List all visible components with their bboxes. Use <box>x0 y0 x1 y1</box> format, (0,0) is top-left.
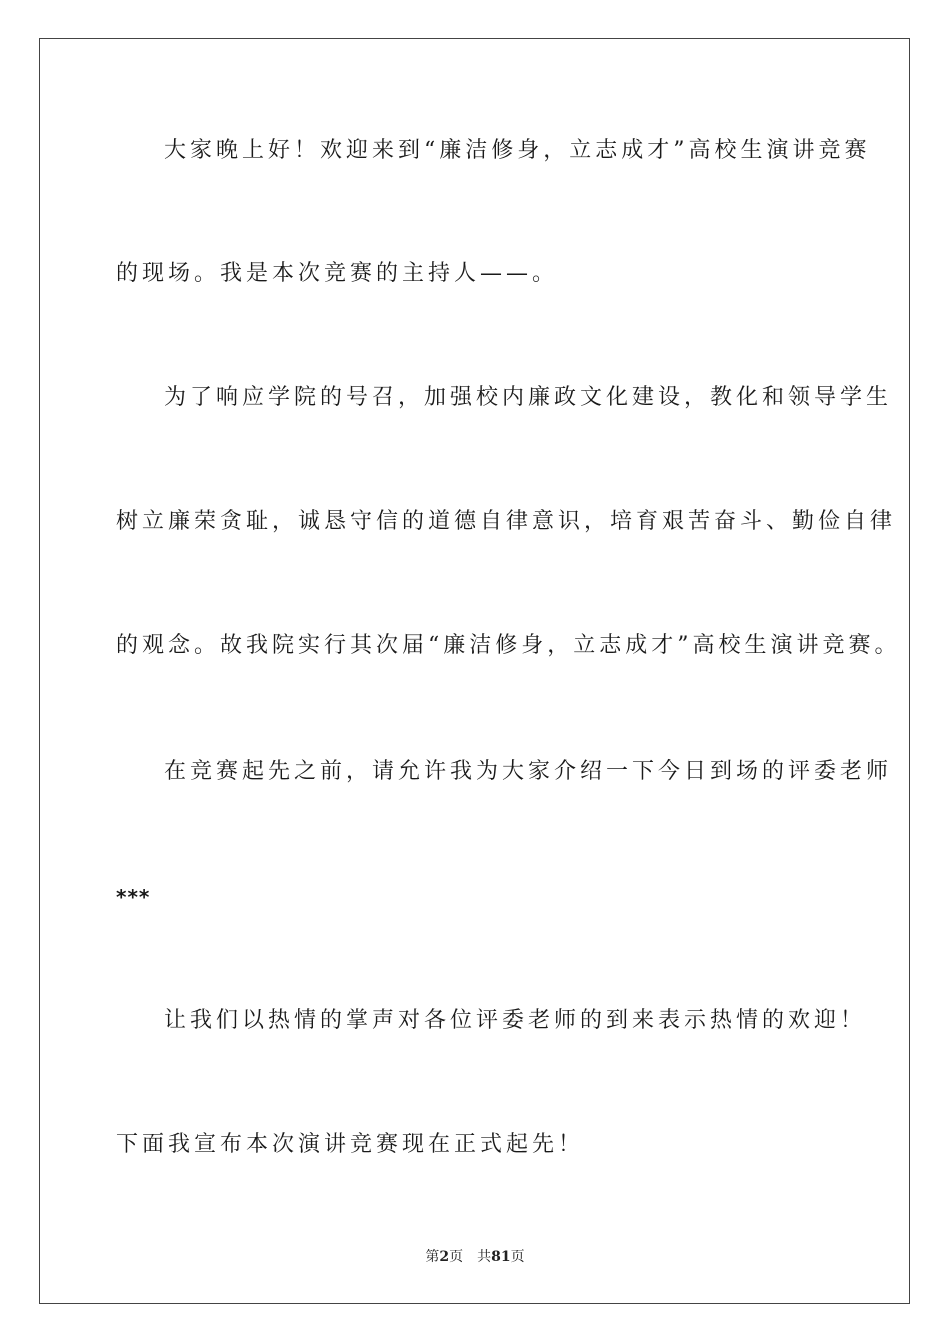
page-frame <box>39 38 910 1304</box>
footer-total-prefix: 共 <box>477 1249 492 1265</box>
paragraph-line-4: 树立廉荣贪耻，诚恳守信的道德自律意识，培育艰苦奋斗、勤俭自律 <box>116 509 897 534</box>
paragraph-line-6: 在竞赛起先之前，请允许我为大家介绍一下今日到场的评委老师 <box>164 759 893 784</box>
paragraph-line-2: 的现场。我是本次竞赛的主持人——。 <box>116 261 559 286</box>
footer-page-prefix: 第 <box>425 1249 440 1265</box>
footer-page-number: 2 <box>439 1249 450 1265</box>
paragraph-line-5: 的观念。故我院实行其次届“廉洁修身，立志成才”高校生演讲竞赛。 <box>116 633 901 658</box>
page-footer <box>0 1247 950 1267</box>
paragraph-line-1: 大家晚上好！欢迎来到“廉洁修身，立志成才”高校生演讲竞赛 <box>164 138 871 163</box>
paragraph-line-9: 下面我宣布本次演讲竞赛现在正式起先！ <box>116 1132 585 1157</box>
judges-placeholder: *** <box>116 885 151 909</box>
paragraph-line-3: 为了响应学院的号召，加强校内廉政文化建设，教化和领导学生 <box>164 385 893 410</box>
footer-page-suffix: 页 <box>449 1249 464 1265</box>
footer-total-suffix: 页 <box>510 1249 525 1265</box>
paragraph-line-8: 让我们以热情的掌声对各位评委老师的到来表示热情的欢迎！ <box>164 1008 867 1033</box>
footer-total-pages: 81 <box>491 1249 511 1265</box>
